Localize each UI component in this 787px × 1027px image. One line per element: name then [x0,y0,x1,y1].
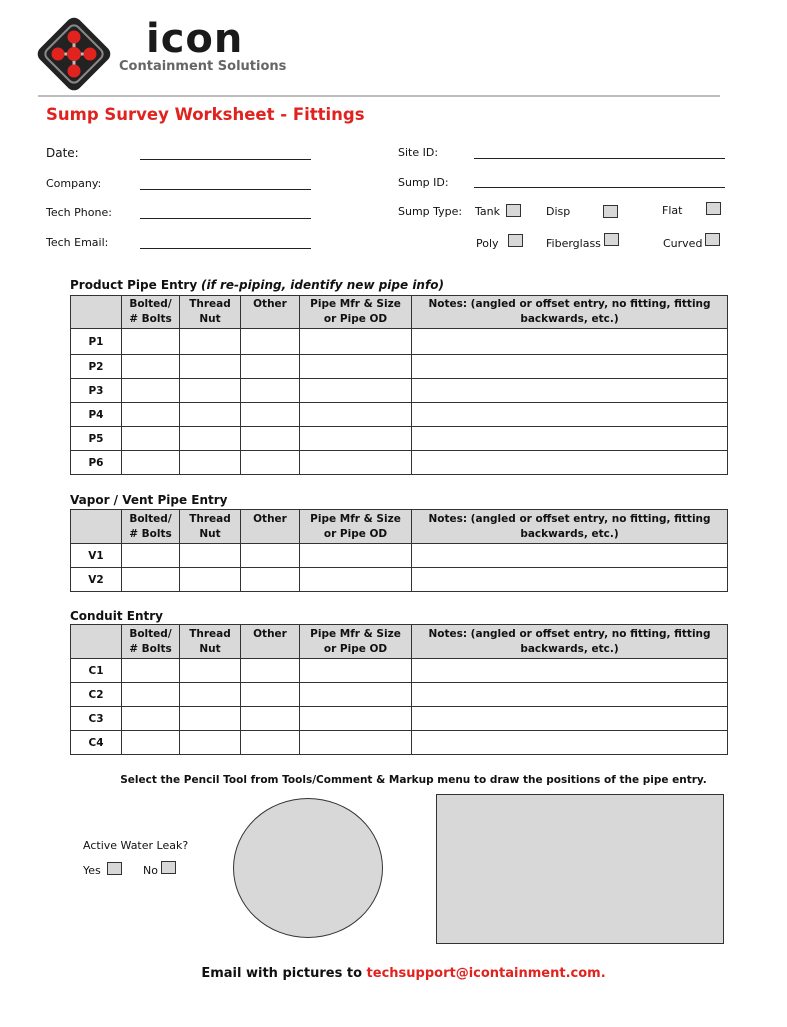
table-cell[interactable] [300,683,412,707]
leak-no-checkbox[interactable] [161,861,176,874]
table-row [71,683,728,707]
table-cell[interactable] [180,355,241,379]
header-line: Thread [189,627,231,640]
brand-name: icon [146,16,244,62]
product-section-note: (if re-piping, identify new pipe info) [201,278,444,292]
table-cell[interactable] [180,329,241,355]
site-id-field[interactable] [474,158,725,159]
tank-checkbox[interactable] [506,204,521,217]
footer-prefix: Email with pictures to [201,966,363,981]
table-row [71,427,728,451]
company-field[interactable] [140,189,311,190]
header-line: Other [253,298,287,310]
fiberglass-checkbox[interactable] [604,233,619,246]
footer-text [0,966,787,981]
header-line: or Pipe OD [323,642,388,655]
table-cell[interactable] [241,427,300,451]
table-cell[interactable] [300,659,412,683]
header-divider [38,95,720,97]
table-cell[interactable] [122,707,180,731]
header-line: # Bolts [129,527,172,540]
bolted-header [122,625,180,659]
bolted-header [122,510,180,544]
product-section-title: Product Pipe Entry [70,278,198,292]
pipe-mfr-header [300,510,412,544]
header-line: or Pipe OD [323,527,388,540]
table-cell[interactable] [122,544,180,568]
row-label-header [71,510,122,544]
table-cell[interactable] [241,659,300,683]
table-row [71,544,728,568]
table-cell[interactable] [180,403,241,427]
table-cell[interactable] [122,451,180,475]
conduit-table [70,624,728,755]
pipe-mfr-header [300,625,412,659]
thread-header [180,625,241,659]
table-row [71,568,728,592]
row-label: P5 [71,427,122,451]
thread-header [180,510,241,544]
sump-side-drawing-area[interactable] [436,794,724,944]
table-cell[interactable] [241,451,300,475]
table-cell[interactable] [122,568,180,592]
poly-checkbox[interactable] [508,234,523,247]
table-cell[interactable] [241,707,300,731]
notes-header [412,510,728,544]
company-label: Company: [46,177,102,190]
support-email-link[interactable]: techsupport@icontainment.com. [366,966,606,981]
table-cell[interactable] [412,659,728,683]
table-row [71,707,728,731]
header-line: Thread [189,512,231,525]
table-cell[interactable] [412,403,728,427]
site-id-label: Site ID: [398,146,439,159]
table-row [71,451,728,475]
row-label-header [71,296,122,329]
row-label: C4 [71,731,122,755]
pipe-mfr-header [300,296,412,329]
curved-checkbox[interactable] [705,233,720,246]
table-cell[interactable] [241,683,300,707]
tech-email-label: Tech Email: [46,236,109,249]
table-cell[interactable] [300,355,412,379]
brand-subtitle: Containment Solutions [119,59,287,74]
table-cell[interactable] [300,451,412,475]
table-cell[interactable] [241,568,300,592]
row-label: V1 [71,544,122,568]
table-cell[interactable] [122,403,180,427]
vapor-table [70,509,728,592]
row-label: P6 [71,451,122,475]
header-line: Pipe Mfr & Size [310,298,401,310]
tank-label: Tank [475,205,500,218]
header-line: Pipe Mfr & Size [310,627,401,640]
header-line: Bolted/ [129,298,172,310]
table-cell[interactable] [300,731,412,755]
table-cell[interactable] [412,379,728,403]
table-cell[interactable] [300,329,412,355]
row-label: P4 [71,403,122,427]
header-line: backwards, etc.) [520,313,619,325]
sump-top-drawing-area[interactable] [233,798,383,938]
table-cell[interactable] [241,544,300,568]
poly-label: Poly [476,237,499,250]
row-label: C1 [71,659,122,683]
header-line: Pipe Mfr & Size [310,512,401,525]
tech-phone-field[interactable] [140,218,311,219]
table-cell[interactable] [412,731,728,755]
table-cell[interactable] [412,329,728,355]
fiberglass-label: Fiberglass [546,237,601,250]
header-line: Notes: (angled or offset entry, no fitting, fitting [428,298,711,310]
disp-checkbox[interactable] [603,205,618,218]
disp-label: Disp [546,205,571,218]
table-row [71,731,728,755]
header-line: Other [253,513,287,525]
product-table [70,295,728,475]
table-cell[interactable] [241,329,300,355]
table-cell[interactable] [300,568,412,592]
header-line: Bolted/ [129,512,172,525]
table-cell[interactable] [412,355,728,379]
leak-yes-checkbox[interactable] [107,862,122,875]
header-line: Other [253,628,287,640]
table-cell[interactable] [122,683,180,707]
table-row [71,659,728,683]
other-header [241,625,300,659]
logo-icon [33,13,115,95]
table-cell[interactable] [180,544,241,568]
water-leak-question: Active Water Leak? [83,839,189,852]
table-cell[interactable] [412,568,728,592]
table-cell[interactable] [180,379,241,403]
table-cell[interactable] [241,731,300,755]
table-cell[interactable] [122,659,180,683]
table-cell[interactable] [412,707,728,731]
table-cell[interactable] [300,544,412,568]
header-line: # Bolts [129,642,172,655]
table-cell[interactable] [180,659,241,683]
table-row [71,403,728,427]
table-cell[interactable] [122,329,180,355]
page-title: Sump Survey Worksheet - Fittings [46,105,365,124]
header-line: Nut [199,313,221,325]
header-line: Notes: (angled or offset entry, no fitting, fitting [428,512,711,525]
thread-header [180,296,241,329]
header-line: Nut [199,642,221,655]
table-cell[interactable] [122,355,180,379]
drawing-instructions: Select the Pencil Tool from Tools/Comment & Markup menu to draw the positions of the pipe entry. [120,774,707,786]
table-cell[interactable] [180,568,241,592]
date-label: Date: [46,146,79,160]
leak-yes-label: Yes [83,864,101,877]
table-cell[interactable] [241,403,300,427]
table-cell[interactable] [300,707,412,731]
conduit-section-title: Conduit Entry [70,609,163,623]
table-cell[interactable] [180,707,241,731]
table-row [71,379,728,403]
table-cell[interactable] [180,451,241,475]
tech-phone-label: Tech Phone: [46,206,112,219]
other-header [241,296,300,329]
flat-label: Flat [662,204,683,217]
table-header-row [71,510,728,544]
other-header [241,510,300,544]
bolted-header [122,296,180,329]
row-label: V2 [71,568,122,592]
sump-id-field[interactable] [474,187,725,188]
row-label-header [71,625,122,659]
table-cell[interactable] [241,355,300,379]
row-label: C2 [71,683,122,707]
table-cell[interactable] [412,544,728,568]
header-line: backwards, etc.) [520,527,619,540]
header-line: Bolted/ [129,627,172,640]
table-cell[interactable] [180,731,241,755]
date-field[interactable] [140,159,311,160]
row-label: C3 [71,707,122,731]
row-label: P1 [71,329,122,355]
flat-checkbox[interactable] [706,202,721,215]
header-line: # Bolts [129,313,172,325]
header-line: backwards, etc.) [520,642,619,655]
notes-header [412,625,728,659]
table-header-row [71,296,728,329]
table-row [71,355,728,379]
table-cell[interactable] [241,379,300,403]
leak-no-label: No [143,864,158,877]
row-label: P2 [71,355,122,379]
tech-email-field[interactable] [140,248,311,249]
table-cell[interactable] [180,427,241,451]
header-line: or Pipe OD [323,313,388,325]
vapor-section-title: Vapor / Vent Pipe Entry [70,493,228,507]
table-cell[interactable] [412,451,728,475]
header-line: Notes: (angled or offset entry, no fitting, fitting [428,627,711,640]
table-cell[interactable] [300,379,412,403]
table-cell[interactable] [300,403,412,427]
sump-type-label: Sump Type: [398,205,463,218]
row-label: P3 [71,379,122,403]
curved-label: Curved [663,237,703,250]
header-line: Nut [199,527,221,540]
header-line: Thread [189,298,231,310]
table-cell[interactable] [122,427,180,451]
notes-header [412,296,728,329]
table-cell[interactable] [412,683,728,707]
table-row [71,329,728,355]
table-cell[interactable] [412,427,728,451]
table-cell[interactable] [122,731,180,755]
table-header-row [71,625,728,659]
table-cell[interactable] [300,427,412,451]
table-cell[interactable] [122,379,180,403]
table-cell[interactable] [180,683,241,707]
sump-id-label: Sump ID: [398,176,449,189]
